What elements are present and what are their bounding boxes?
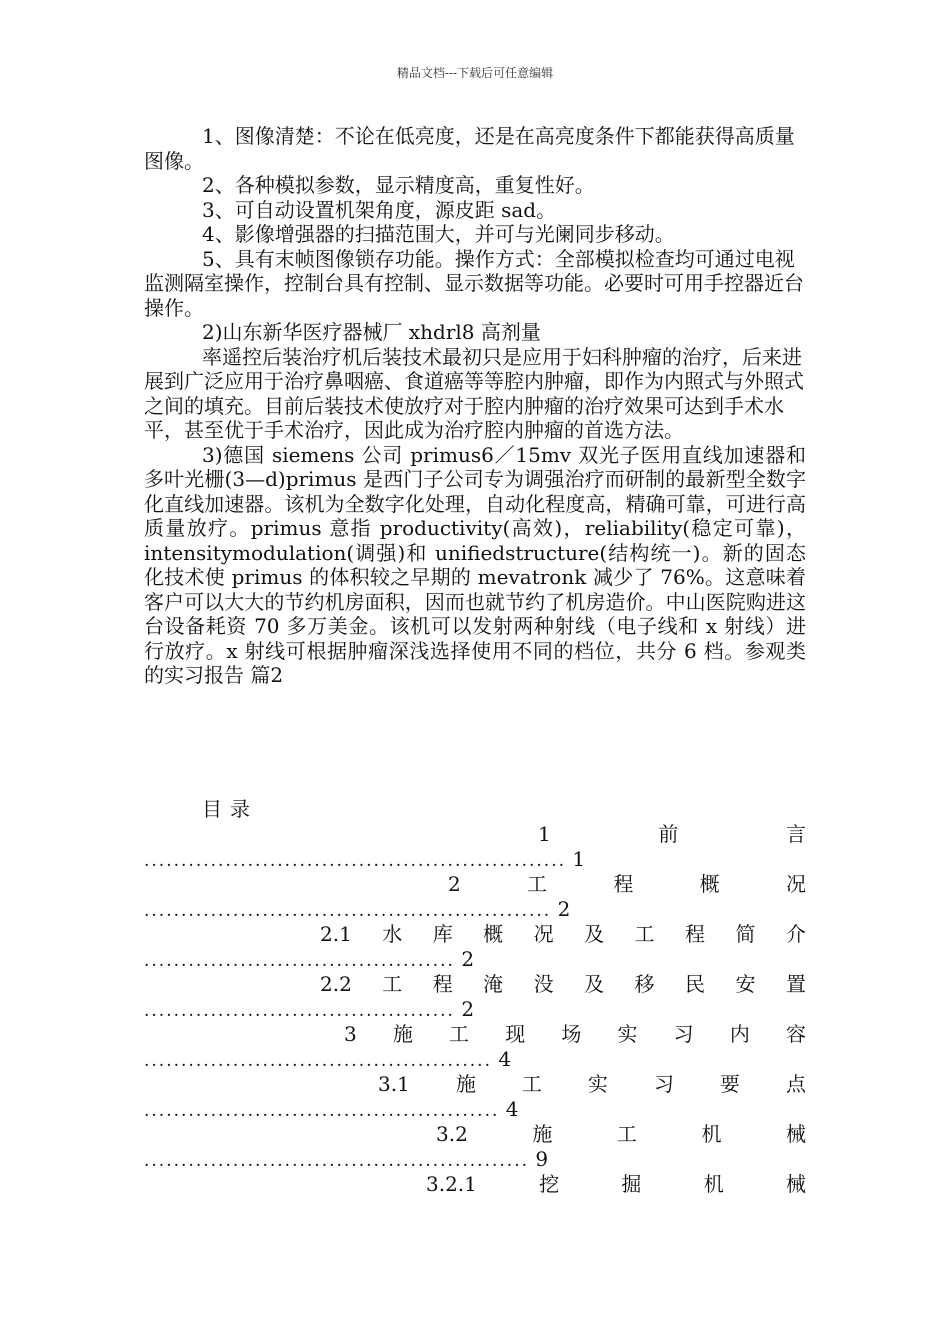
toc-entry[interactable]	[144, 1172, 806, 1222]
toc-entry-title-char: 民	[684, 972, 705, 996]
paragraph-1: 1、图像清楚：不论在低亮度，还是在高亮度条件下都能获得高质量图像。	[144, 124, 795, 173]
toc-entry-title-char: 施	[532, 1122, 553, 1146]
toc-entry-number: 2	[448, 872, 461, 896]
toc-entry-title-char: 施	[455, 1072, 476, 1096]
toc-entry-heading	[344, 1022, 806, 1047]
toc-entry-title-char: 机	[701, 1122, 722, 1146]
toc-entry[interactable]	[144, 1072, 806, 1122]
page-header: 精品文档---下载后可任意编辑	[396, 66, 554, 80]
body-text	[144, 124, 806, 688]
toc-entry-title-char: 况	[533, 922, 554, 946]
table-of-contents	[144, 822, 806, 1222]
toc-entry-title-char: 程	[432, 972, 453, 996]
toc-entry-number: 3	[344, 1022, 357, 1046]
toc-entry-title-char: 及	[584, 972, 605, 996]
toc-dot-leader: ...............................................	[144, 1051, 492, 1071]
toc-entry-number: 2.2	[320, 972, 352, 996]
toc-entry-title-char: 程	[684, 922, 705, 946]
toc-entry-leader	[144, 1147, 806, 1174]
toc-entry-number: 1	[538, 822, 551, 846]
toc-dot-leader: ....................................................	[144, 1151, 529, 1171]
toc-entry-title-char: 库	[432, 922, 453, 946]
toc-entry-title-char: 概	[699, 872, 720, 896]
toc-entry-title-char: 言	[785, 822, 806, 846]
toc-entry-page: 1	[566, 847, 586, 871]
toc-entry-title-char: 施	[392, 1022, 413, 1046]
toc-entry-title-char: 挖	[539, 1172, 560, 1196]
toc-entry-title-char: 程	[613, 872, 634, 896]
toc-dot-leader: ..........................................	[144, 951, 455, 971]
toc-entry[interactable]	[144, 972, 806, 1022]
toc-entry-heading	[448, 872, 806, 897]
paragraph-8: 3)德国 siemens 公司 primus6／15mv 双光子医用直线加速器和多叶光栅(3—d)primus 是西门子公司专为调强治疗而研制的最新型全数字化直线加速器。该机为全数字化处理，自动化程度高，精确可靠，可进行高质量放疗。primus 意指 productivity(高效)，reliability(稳定可靠)，intensitymodulation(调强)和 unifiedstructure(结构统一)。新的固态化技术使 primus 的体积较之早期的 mevatronk 减少了 76%。这意味着客户可以大大的节约机房面积，因而也就节约了机房造价。中山医院购进这台设备耗资 70 多万美金。该机可以发射两种射线（电子线和 x 射线）进行放疗。x 射线可根据肿瘤深浅选择使用不同的档位，共分 6 档。参观类的实习报告 篇2	[144, 442, 806, 687]
toc-entry-heading	[320, 972, 806, 997]
toc-entry-title-char: 械	[786, 1122, 806, 1146]
toc-entry-page: 2	[551, 897, 571, 921]
toc-entry-title-char: 要	[719, 1072, 740, 1096]
toc-entry-leader	[144, 897, 806, 924]
toc-dot-leader: .........................................................	[144, 851, 567, 871]
toc-entry-page: 4	[499, 1097, 519, 1121]
toc-entry-leader	[144, 947, 806, 974]
toc-entry-title-char: 实	[617, 1022, 638, 1046]
toc-entry-heading	[320, 922, 806, 947]
paragraph-5: 5、具有末帧图像锁存功能。操作方式：全部模拟检查均可通过电视监测隔室操作，控制台具有控制、显示数据等功能。必要时可用手控器近台操作。	[144, 246, 804, 320]
toc-entry-title-char: 概	[483, 922, 504, 946]
toc-entry[interactable]	[144, 922, 806, 972]
toc-entry-title-char: 置	[785, 972, 806, 996]
toc-entry-page: 9	[529, 1147, 549, 1171]
paragraph-2: 2、各种模拟参数，显示精度高，重复性好。	[202, 173, 595, 197]
toc-entry-number: 3.2	[436, 1122, 468, 1146]
toc-entry-title-char: 场	[561, 1022, 582, 1046]
toc-entry-number: 3.2.1	[426, 1172, 477, 1196]
paragraph-4: 4、影像增强器的扫描范围大，并可与光阑同步移动。	[202, 222, 675, 246]
toc-entry-page: 2	[454, 997, 475, 1021]
toc-entry-title-char: 淹	[483, 972, 504, 996]
toc-entry-title-char: 工	[521, 1072, 542, 1096]
toc-entry-title-char: 工	[527, 872, 548, 896]
toc-entry-number: 2.1	[320, 922, 352, 946]
paragraph-3: 3、可自动设置机架角度，源皮距 sad。	[202, 197, 557, 222]
toc-entry-title-char: 工	[616, 1122, 637, 1146]
toc-entry-page: 4	[491, 1047, 512, 1071]
toc-entry-heading	[426, 1172, 806, 1197]
paragraph-6: 2)山东新华医疗器械厂 xhdrl8 高剂量	[202, 320, 541, 344]
toc-entry[interactable]	[144, 1122, 806, 1172]
toc-entry-number: 3.1	[378, 1072, 410, 1096]
toc-entry-title-char: 现	[505, 1022, 526, 1046]
toc-dot-leader: ................................................	[144, 1101, 500, 1121]
toc-entry-heading	[436, 1122, 806, 1147]
toc-entry-title-char: 前	[658, 822, 679, 846]
toc-entry-title-char: 点	[786, 1072, 806, 1096]
toc-entry-title-char: 及	[584, 922, 605, 946]
toc-entry-title-char: 掘	[621, 1172, 642, 1196]
toc-entry-heading	[538, 822, 806, 847]
toc-entry-title-char: 简	[735, 922, 756, 946]
toc-entry-leader	[144, 997, 806, 1024]
toc-entry[interactable]	[144, 822, 806, 872]
toc-entry-title-char: 工	[634, 922, 655, 946]
toc-entry-title-char: 况	[785, 872, 806, 896]
toc-entry[interactable]	[144, 872, 806, 922]
toc-entry-title-char: 习	[653, 1072, 674, 1096]
toc-entry-title-char: 水	[382, 922, 403, 946]
toc-title: 目录	[202, 797, 258, 821]
paragraph-7: 率遥控后装治疗机后装技术最初只是应用于妇科肿瘤的治疗，后来进展到广泛应用于治疗鼻咽癌、食道癌等等腔内肿瘤，即作为内照式与外照式之间的填充。目前后装技术使放疗对于腔内肿瘤的治疗效果可达到手术水平，甚至优于手术治疗，因此成为治疗腔内肿瘤的首选方法。	[144, 344, 804, 442]
toc-entry-title-char: 械	[785, 1172, 806, 1196]
toc-entry-leader	[144, 847, 806, 874]
toc-entry-title-char: 移	[634, 972, 655, 996]
toc-entry-title-char: 习	[673, 1022, 694, 1046]
toc-entry-title-char: 内	[729, 1022, 750, 1046]
toc-entry-heading	[378, 1072, 806, 1097]
toc-entry-title-char: 介	[785, 922, 806, 946]
toc-dot-leader: .......................................................	[144, 901, 552, 921]
toc-dot-leader: ..........................................	[144, 1001, 455, 1021]
toc-entry[interactable]	[144, 1022, 806, 1072]
toc-entry-title-char: 机	[703, 1172, 724, 1196]
toc-entry-leader	[144, 1097, 806, 1124]
toc-entry-title-char: 安	[735, 972, 756, 996]
toc-entry-title-char: 容	[785, 1022, 806, 1046]
toc-entry-title-char: 工	[382, 972, 403, 996]
toc-entry-title-char: 工	[449, 1022, 470, 1046]
toc-entry-title-char: 没	[533, 972, 554, 996]
toc-entry-title-char: 实	[587, 1072, 608, 1096]
toc-entry-leader	[144, 1047, 806, 1074]
toc-entry-page: 2	[454, 947, 475, 971]
